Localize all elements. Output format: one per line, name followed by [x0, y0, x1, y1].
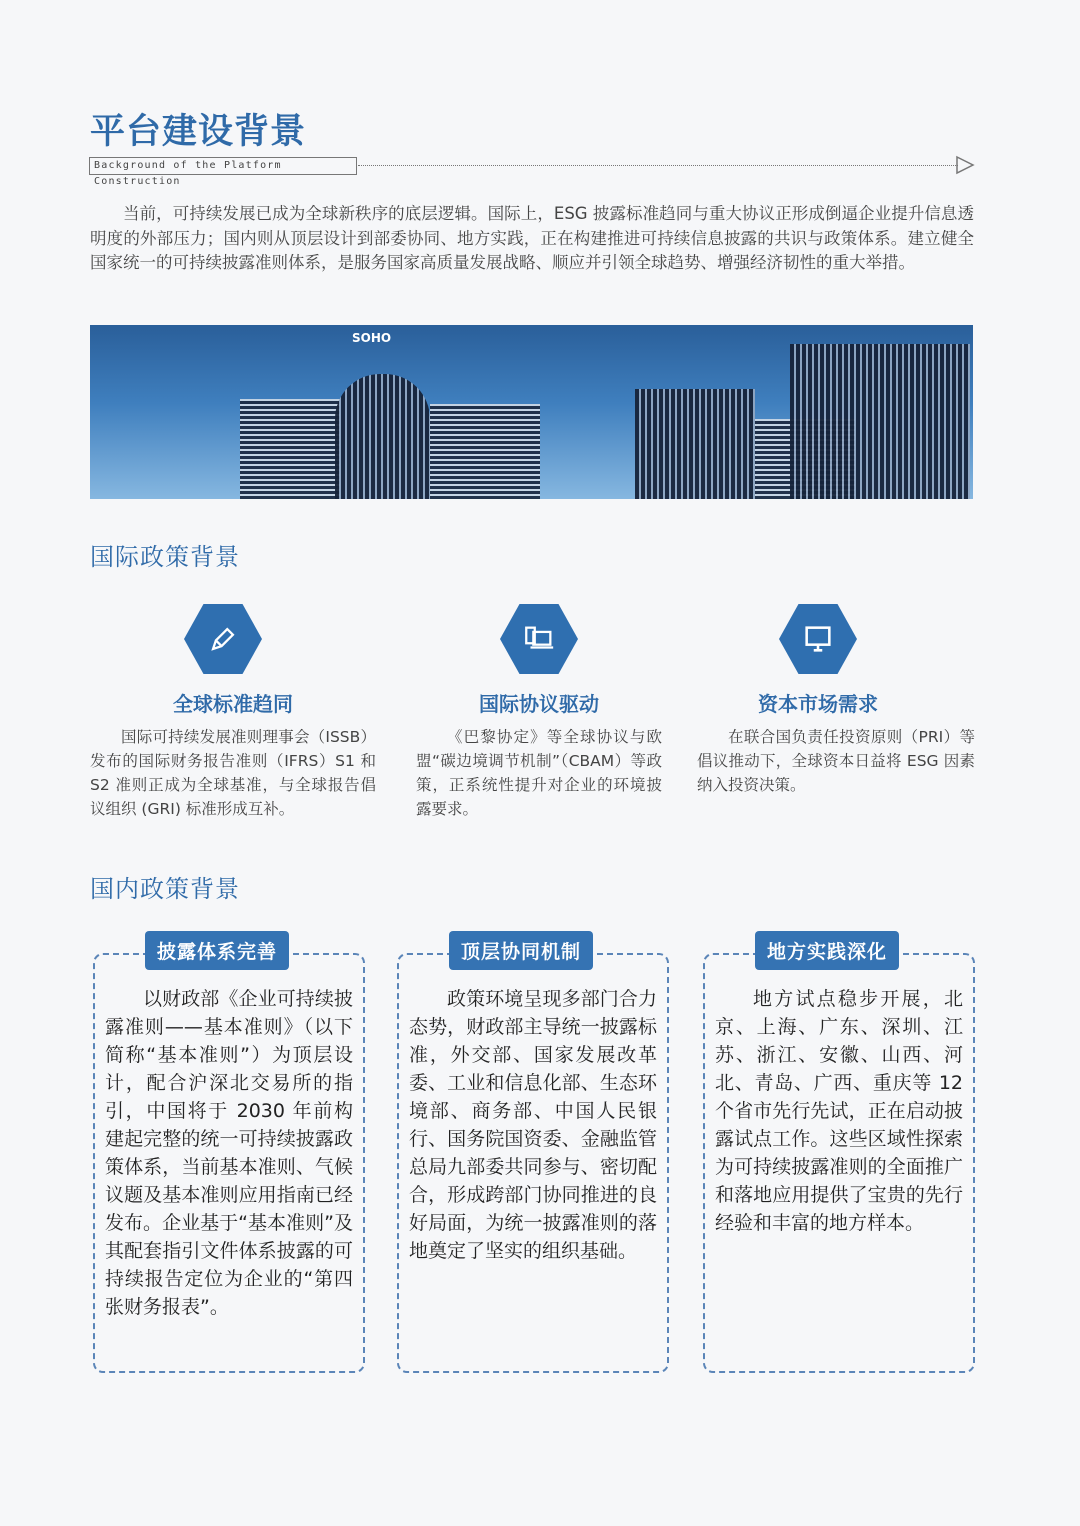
- intl-item-text: 在联合国负责任投资原则（PRI）等倡议推动下，全球资本日益将 ESG 因素纳入投资决策。: [697, 728, 975, 794]
- building-sign: SOHO: [352, 331, 392, 345]
- box-text: 地方试点稳步开展，北京、上海、广东、深圳、江苏、浙江、安徽、山西、河北、青岛、广西、重庆等 12 个省市先行先试，正在启动披露试点工作。这些区域性探索为可持续披露准则的全面推广和落地应用提供了宝贵的先行经验和丰富的地方样本。: [715, 988, 963, 1234]
- city-skyline-photo: [90, 325, 973, 499]
- domestic-box: [703, 941, 975, 1373]
- intl-item-title: 国际协议驱动: [479, 692, 599, 716]
- intl-item-text: 国际可持续发展准则理事会（ISSB）发布的国际财务报告准则（IFRS）S1 和 S2 准则正成为全球基准，与全球报告倡议组织 (GRI) 标准形成互补。: [90, 728, 376, 818]
- intl-item: [90, 604, 376, 821]
- box-title: 顶层协同机制: [449, 931, 593, 970]
- international-section-title: 国际政策背景: [90, 543, 240, 571]
- intl-item-title: 全球标准趋同: [173, 692, 293, 716]
- intl-item: [416, 604, 662, 821]
- box-text: 政策环境呈现多部门合力态势，财政部主导统一披露标准，外交部、国家发展改革委、工业和信息化部、生态环境部、商务部、中国人民银行、国务院国资委、金融监管总局九部委共同参与、密切配合，形成跨部门协同推进的良好局面，为统一披露准则的落地奠定了坚实的组织基础。: [409, 988, 657, 1262]
- domestic-box: [93, 941, 365, 1373]
- page-subtitle: Background of the Platform Construction: [89, 157, 357, 175]
- intl-item-title: 资本市场需求: [758, 692, 878, 716]
- devices-icon: [500, 604, 578, 674]
- monitor-icon: [779, 604, 857, 674]
- box-title: 地方实践深化: [755, 931, 899, 970]
- intro-paragraph: 当前，可持续发展已成为全球新秩序的底层逻辑。国际上，ESG 披露标准趋同与重大协议正形成倒逼企业提升信息透明度的外部压力；国内则从顶层设计到部委协同、地方实践，正在构建推进可持续信息披露的共识与政策体系。建立健全国家统一的可持续披露准则体系，是服务国家高质量发展战略、顺应并引领全球趋势、增强经济韧性的重大举措。: [90, 204, 974, 272]
- arrow-right-icon: [955, 155, 975, 175]
- box-title: 披露体系完善: [145, 931, 289, 970]
- box-text: 以财政部《企业可持续披露准则——基本准则》（以下简称“基本准则”）为顶层设计，配合沪深北交易所的指引，中国将于 2030 年前构建起完整的统一可持续披露政策体系，当前基本准则、气候议题及基本准则应用指南已经发布。企业基于“基本准则”及其配套指引文件体系披露的可持续报告定位为企业的“第四张财务报表”。: [105, 988, 353, 1318]
- dotted-divider: [358, 165, 958, 166]
- domestic-section-title: 国内政策背景: [90, 875, 240, 903]
- pen-icon: [184, 604, 262, 674]
- intl-item-text: 《巴黎协定》等全球协议与欧盟“碳边境调节机制”（CBAM）等政策，正系统性提升对企业的环境披露要求。: [416, 728, 662, 818]
- page-title: 平台建设背景: [90, 112, 307, 152]
- intl-item: [697, 604, 975, 797]
- domestic-box: [397, 941, 669, 1373]
